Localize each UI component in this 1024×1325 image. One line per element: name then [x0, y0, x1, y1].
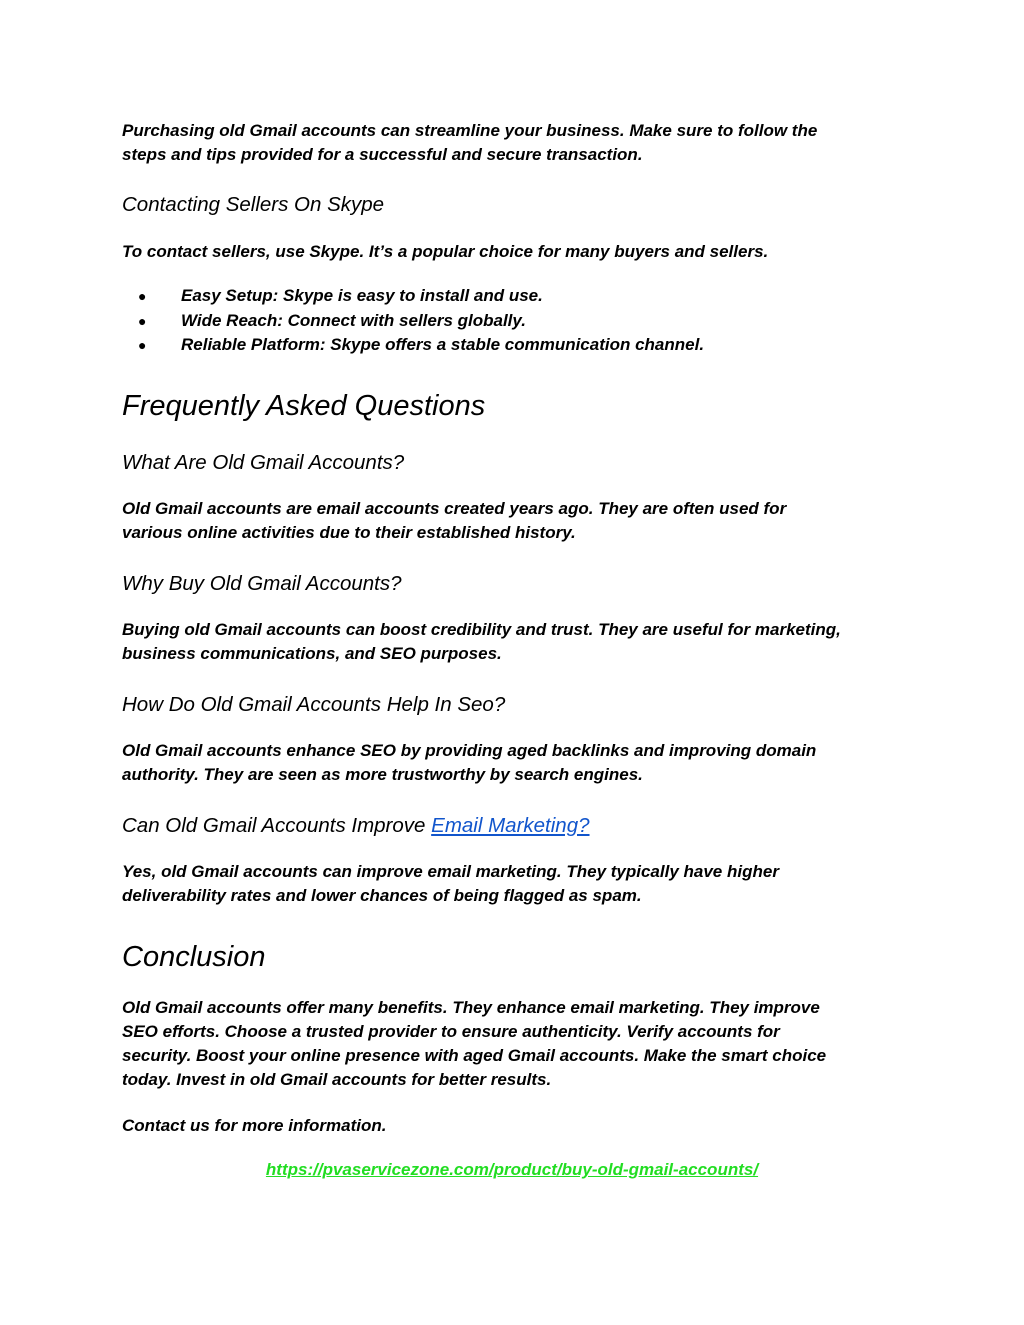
skype-heading: Contacting Sellers On Skype [122, 193, 385, 216]
conclusion-line-2: SEO efforts. Choose a trusted provider to ensure authenticity. Verify accounts for [122, 1022, 780, 1041]
faq-question-4-text: Can Old Gmail Accounts Improve [122, 814, 432, 837]
skype-text: To contact sellers, use Skype. It’s a popular choice for many buyers and sellers. [122, 242, 769, 261]
faq-question-1: What Are Old Gmail Accounts? [122, 451, 405, 474]
faq-answer-3-line-2: authority. They are seen as more trustworthy by search engines. [122, 765, 643, 784]
skype-bullet-list [122, 284, 704, 358]
faq-question-4 [122, 813, 590, 839]
intro-line-2: steps and tips provided for a successful and secure transaction. [122, 145, 643, 164]
contact-text: Contact us for more information. [122, 1116, 387, 1135]
conclusion-heading: Conclusion [122, 941, 266, 973]
list-item [122, 333, 704, 358]
faq-answer-1-line-1: Old Gmail accounts are email accounts created years ago. They are often used for [122, 499, 787, 518]
product-url-link[interactable]: https://pvaservicezone.com/product/buy-old-gmail-accounts/ [265, 1160, 759, 1179]
email-marketing-link[interactable]: Email Marketing? [431, 814, 590, 837]
conclusion-line-1: Old Gmail accounts offer many benefits. They enhance email marketing. They improve [122, 998, 820, 1017]
faq-answer-2-line-2: business communications, and SEO purposes. [122, 644, 502, 663]
faq-answer-4-line-2: deliverability rates and lower chances of being flagged as spam. [122, 886, 642, 905]
intro-line-1: Purchasing old Gmail accounts can streamline your business. Make sure to follow the [122, 121, 818, 140]
list-item [122, 284, 704, 309]
conclusion-line-4: today. Invest in old Gmail accounts for better results. [122, 1070, 552, 1089]
list-item [122, 309, 704, 334]
bullet-icon: ● [138, 312, 147, 329]
conclusion-line-3: security. Boost your online presence with aged Gmail accounts. Make the smart choice [122, 1046, 827, 1065]
faq-question-3: How Do Old Gmail Accounts Help In Seo? [122, 693, 506, 716]
faq-question-2: Why Buy Old Gmail Accounts? [122, 572, 402, 595]
bullet-text: Wide Reach: Connect with sellers globally. [181, 310, 526, 330]
faq-answer-4-line-1: Yes, old Gmail accounts can improve email marketing. They typically have higher [122, 862, 779, 881]
bullet-text: Reliable Platform: Skype offers a stable communication channel. [181, 335, 705, 354]
bullet-text: Easy Setup: Skype is easy to install and use. [181, 286, 543, 305]
faq-answer-3-line-1: Old Gmail accounts enhance SEO by providing aged backlinks and improving domain [122, 741, 817, 760]
faq-heading: Frequently Asked Questions [122, 390, 486, 422]
bullet-icon: ● [138, 288, 147, 304]
bullet-icon: ● [138, 337, 147, 353]
faq-answer-2-line-1: Buying old Gmail accounts can boost credibility and trust. They are useful for marketing, [122, 620, 841, 639]
faq-answer-1-line-2: various online activities due to their established history. [122, 523, 576, 542]
